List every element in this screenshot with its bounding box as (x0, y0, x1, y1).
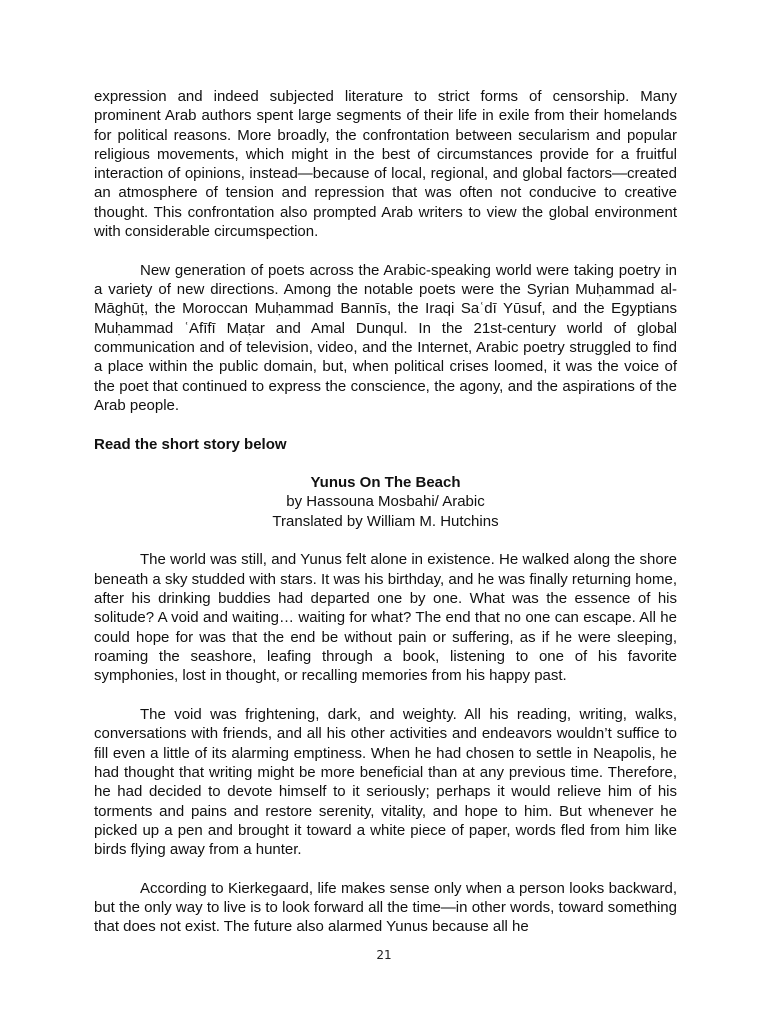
story-translator: Translated by William M. Hutchins (272, 512, 499, 530)
body-paragraph: New generation of poets across the Arabic-speaking world were taking poetry in a variety of new directions. Among the notable poets were the Syrian Muḥammad al-Māghūṭ, the Moroccan Muḥammad Bannīs, the Iraqi Saʿdī Yūsuf, and the Egyptians Muḥammad ʿAfīfī Maṭar and Amal Dunqul. In the 21st-century world of global communication and of television, video, and the Internet, Arabic poetry struggled to find a place within the public domain, but, when political crises loomed, it was the voice of the poet that continued to express the conscience, the agony, and the aspirations of the Arab people. (94, 261, 677, 414)
story-title: Yunus On The Beach (310, 474, 461, 492)
story-paragraph: The world was still, and Yunus felt alone in existence. He walked along the shore beneath a sky studded with stars. It was his birthday, and he was finally returning home, after his drinking buddies had departed one by one. What was the essence of his solitude? A void and waiting… waiting for what? The end that no one can escape. All he could hope for was that the end be without pain or suffering, as if he were sleeping, roaming the seashore, leafing through a book, listening to one of his favorite symphonies, lost in thought, or recalling memories from his happy past. (94, 551, 677, 685)
body-paragraph: expression and indeed subjected literature to strict forms of censorship. Many prominent Arab authors spent large segments of their life in exile from their homelands for political reasons. More broadly, the confrontation between secularism and popular religious movements, which might in the best of circumstances provide for a fruitful interaction of opinions, instead—because of local, regional, and global factors—created an atmosphere of tension and repression that was often not conducive to creative thought. This confrontation also prompted Arab writers to view the global environment with considerable circumspection. (94, 88, 677, 241)
section-heading: Read the short story below (94, 435, 287, 453)
story-paragraph: According to Kierkegaard, life makes sense only when a person looks backward, but the only way to live is to look forward all the time—in other words, toward something that does not exist. The future also alarmed Yunus because all he (94, 879, 677, 936)
page-number: 21 (376, 948, 392, 962)
story-header (94, 473, 677, 531)
story-paragraph: The void was frightening, dark, and weighty. All his reading, writing, walks, conversations with friends, and all his other activities and endeavors wouldn’t suffice to fill even a little of its alarming emptiness. When he had chosen to settle in Neapolis, he had thought that writing might be more beneficial than at any previous time. Therefore, he had decided to devote himself to it seriously; perhaps it would relieve him of his torments and pains and restore serenity, vitality, and hope to him. But whenever he picked up a pen and brought it toward a white piece of paper, words fled from him like birds flying away from a hunter. (94, 706, 677, 859)
document-page (94, 87, 677, 937)
story-byline: by Hassouna Mosbahi/ Arabic (286, 493, 485, 511)
